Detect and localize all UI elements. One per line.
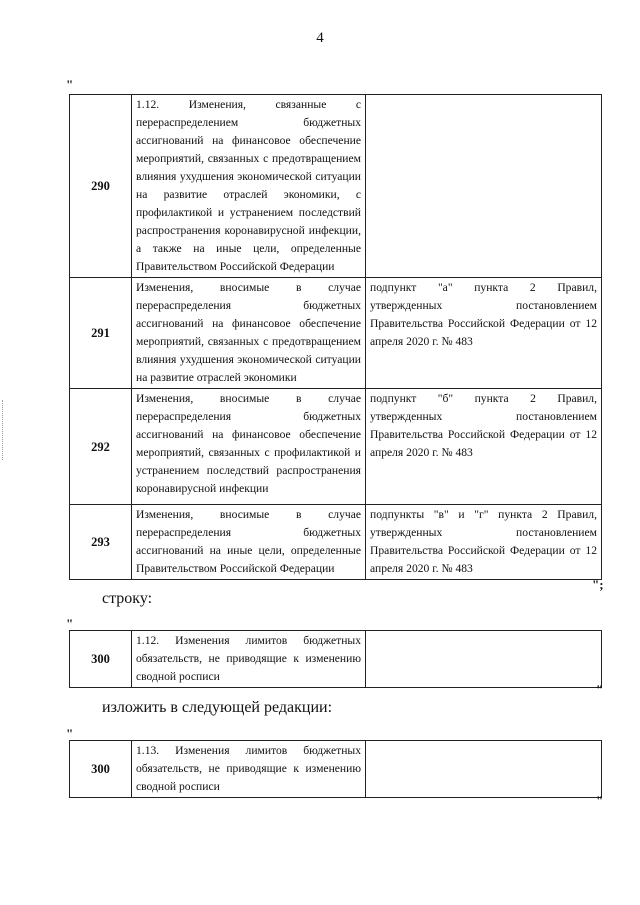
close-quote-main: "; xyxy=(592,577,604,592)
row-description: 1.13. Изменения лимитов бюджетных обязательств, не приводящие к изменению сводной росписи xyxy=(132,741,366,798)
table-row xyxy=(70,505,602,580)
row-basis xyxy=(366,95,602,278)
table-row xyxy=(70,741,602,798)
close-quote-new: " xyxy=(596,793,604,808)
row-description: Изменения, вносимые в случае перераспределения бюджетных ассигнований на иные цели, определенные Правительством Российской Федерации xyxy=(132,505,366,580)
row-basis: подпункт "а" пункта 2 Правил, утвержденных постановлением Правительства Российской Федерации от 12 апреля 2020 г. № 483 xyxy=(366,278,602,389)
old-row-table xyxy=(69,630,602,688)
open-quote-old: " xyxy=(66,616,74,631)
table-row xyxy=(70,631,602,688)
row-description: Изменения, вносимые в случае перераспределения бюджетных ассигнований на финансовое обеспечение мероприятий, связанных с предотвращением влияния ухудшения экономической ситуации на развитие отраслей экономики xyxy=(132,278,366,389)
page-number: 4 xyxy=(316,30,324,46)
row-number: 291 xyxy=(70,278,132,389)
row-basis: подпункт "б" пункта 2 Правил, утвержденных постановлением Правительства Российской Федерации от 12 апреля 2020 г. № 483 xyxy=(366,389,602,505)
binding-edge-mark xyxy=(2,400,5,460)
row-number: 290 xyxy=(70,95,132,278)
row-basis xyxy=(366,631,602,688)
row-number: 300 xyxy=(70,631,132,688)
row-basis: подпункты "в" и "г" пункта 2 Правил, утвержденных постановлением Правительства Российской Федерации от 12 апреля 2020 г. № 483 xyxy=(366,505,602,580)
row-description: 1.12. Изменения, связанные с перераспределением бюджетных ассигнований на финансовое обеспечение мероприятий, связанных с предотвращением влияния ухудшения экономической ситуации на развитие отраслей экономики, с профилактикой и устранением последствий распространения коронавирусной инфекции, а также на иные цели, определенные Правительством Российской Федерации xyxy=(132,95,366,278)
new-row-table xyxy=(69,740,602,798)
table-row xyxy=(70,389,602,505)
main-table xyxy=(69,94,602,580)
open-quote-main: " xyxy=(66,77,74,92)
row-description: Изменения, вносимые в случае перераспределения бюджетных ассигнований на финансовое обеспечение мероприятий, связанных с профилактикой и устранением последствий распространения коронавирусной инфекции xyxy=(132,389,366,505)
table-row xyxy=(70,278,602,389)
heading-edit: изложить в следующей редакции: xyxy=(102,699,333,716)
heading-row: строку: xyxy=(102,590,153,607)
row-description: 1.12. Изменения лимитов бюджетных обязательств, не приводящие к изменению сводной росписи xyxy=(132,631,366,688)
row-basis xyxy=(366,741,602,798)
table-row xyxy=(70,95,602,278)
row-number: 292 xyxy=(70,389,132,505)
close-quote-old: " xyxy=(596,682,604,697)
row-number: 293 xyxy=(70,505,132,580)
row-number: 300 xyxy=(70,741,132,798)
open-quote-new: " xyxy=(66,726,74,741)
